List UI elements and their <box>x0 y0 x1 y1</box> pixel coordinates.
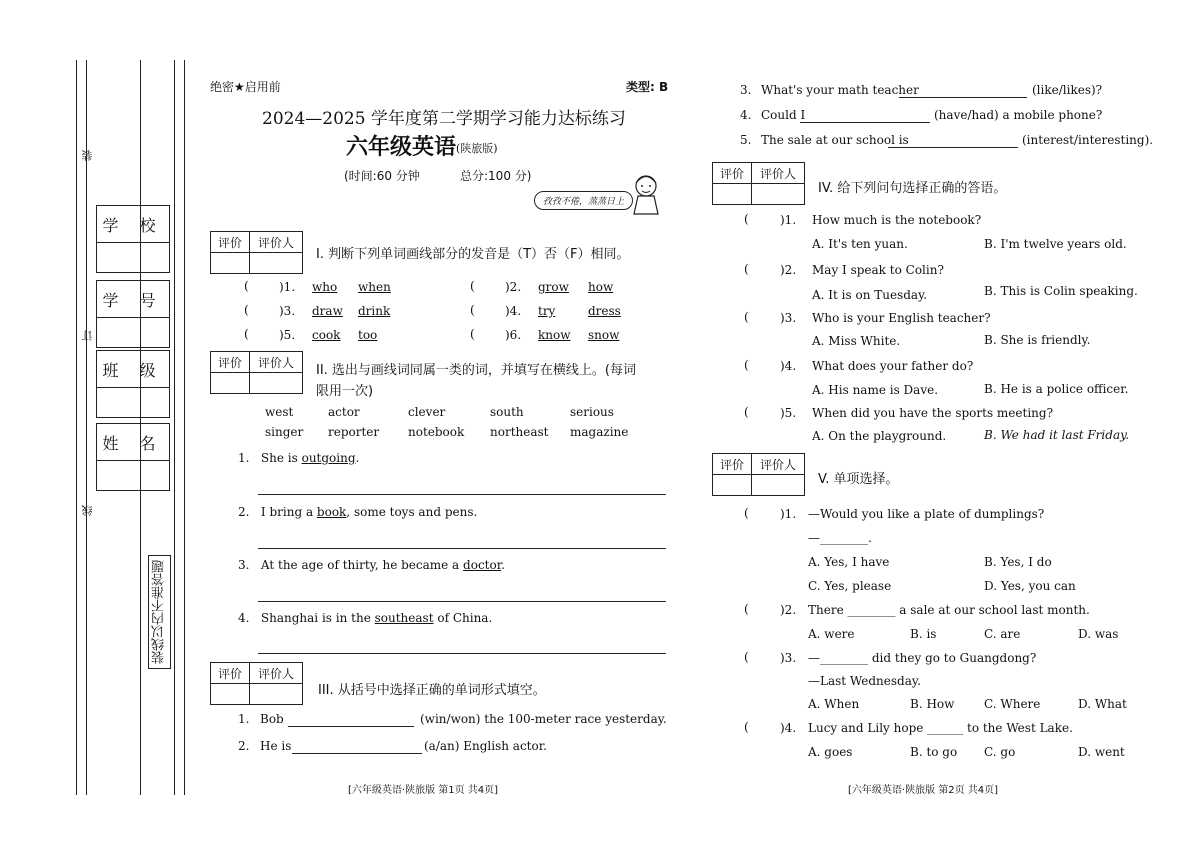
answer-paren[interactable]: ( <box>470 303 475 317</box>
footer-left: [六年级英语·陕旅版 第1页 共4页] <box>348 785 499 796</box>
sentence-text: , some toys and pens. <box>346 505 478 519</box>
question-text: May I speak to Colin? <box>812 263 944 277</box>
sentence-text: At the age of thirty, he became a <box>260 558 464 572</box>
question-text: Who is your English teacher? <box>812 311 991 325</box>
score-table-2 <box>210 351 303 394</box>
underlined-word: outgoing <box>301 451 356 465</box>
name-field-blank[interactable] <box>96 460 170 491</box>
answer-line[interactable] <box>258 601 666 602</box>
option-a: A. It is on Tuesday. <box>812 288 928 302</box>
word-bank-item: notebook <box>408 425 465 439</box>
option-c: C. Where <box>984 697 1041 711</box>
answer-paren[interactable]: ( <box>744 602 749 616</box>
question-number: )4. <box>780 359 797 373</box>
question-text: (have/had) a mobile phone? <box>934 108 1103 122</box>
question-text: There ________ a sale at our school last month. <box>808 603 1090 617</box>
question-number: )1. <box>780 213 797 227</box>
question-number: 1. <box>238 712 250 726</box>
school-field-blank[interactable] <box>96 242 170 273</box>
section-2-title-cont: 限用一次) <box>316 384 374 399</box>
section-3-title: III. 从括号中选择正确的单词形式填空。 <box>318 683 546 698</box>
score-cell[interactable] <box>713 475 752 496</box>
sentence <box>238 451 359 465</box>
score-col-label: 评价 <box>211 232 250 253</box>
time-label: (时间:60 分钟 <box>344 169 420 183</box>
question-number: )4. <box>780 721 797 735</box>
question-text: He is <box>260 739 292 753</box>
answer-blank[interactable] <box>899 97 1027 98</box>
option-b: B. How <box>910 697 955 711</box>
question-text: (interest/interesting). <box>1022 133 1154 147</box>
score-col-label: 评价 <box>211 352 250 373</box>
answer-paren[interactable]: ( <box>744 650 749 664</box>
footer-right: [六年级英语·陕旅版 第2页 共4页] <box>848 785 999 796</box>
option-d: D. went <box>1078 745 1125 759</box>
edition-label: (陕旅版) <box>456 142 498 155</box>
word: draw <box>312 304 343 318</box>
school-field-label: 学 校 <box>96 205 170 243</box>
question-number: )3. <box>279 304 296 318</box>
question-text: What does your father do? <box>812 359 974 373</box>
class-field-blank[interactable] <box>96 387 170 418</box>
option-c: C. Yes, please <box>808 579 892 593</box>
section-4-title: IV. 给下列问句选择正确的答语。 <box>818 181 1007 196</box>
underlined-word: doctor <box>463 558 502 572</box>
binding-mark: 订 <box>81 330 94 341</box>
question-text: —________. <box>808 531 872 545</box>
sentence-text: Shanghai is in the <box>260 611 375 625</box>
word: dress <box>588 304 621 318</box>
cartoon-girl-icon <box>628 170 668 218</box>
option-b: B. He is a police officer. <box>984 382 1129 396</box>
underlined-word: book <box>316 505 347 519</box>
score-cell[interactable] <box>211 684 250 705</box>
strip-line <box>174 60 175 795</box>
strip-line <box>76 60 77 795</box>
word-bank-item: northeast <box>490 425 549 439</box>
word-bank-item: singer <box>265 425 304 439</box>
question-text: (win/won) the 100-meter race yesterday. <box>420 712 667 726</box>
answer-blank[interactable] <box>800 122 930 123</box>
grader-cell[interactable] <box>250 684 303 705</box>
grader-col-label: 评价人 <box>752 454 805 475</box>
score-cell[interactable] <box>211 373 250 394</box>
question-number: )1. <box>279 280 296 294</box>
answer-paren[interactable]: ( <box>744 358 749 372</box>
question-number: 2. <box>238 739 250 753</box>
score-cell[interactable] <box>211 253 250 274</box>
option-a: A. Miss White. <box>812 334 901 348</box>
secret-label: 绝密★启用前 <box>210 80 281 94</box>
option-a: A. When <box>808 697 860 711</box>
option-b: B. Yes, I do <box>984 555 1052 569</box>
grader-cell[interactable] <box>752 475 805 496</box>
grader-col-label: 评价人 <box>250 663 303 684</box>
grader-col-label: 评价人 <box>250 352 303 373</box>
sentence <box>238 505 477 519</box>
question-number: 1. <box>238 451 250 465</box>
question-number: )6. <box>505 328 522 342</box>
word-bank-item: reporter <box>328 425 380 439</box>
score-table-3 <box>210 662 303 705</box>
word-bank-item: actor <box>328 405 360 419</box>
question-number: )2. <box>505 280 522 294</box>
answer-paren[interactable]: ( <box>744 720 749 734</box>
question-text: How much is the notebook? <box>812 213 982 227</box>
score-col-label: 评价 <box>713 454 752 475</box>
option-b: B. is <box>910 627 937 641</box>
grader-col-label: 评价人 <box>250 232 303 253</box>
question-number: 2. <box>238 505 250 519</box>
answer-paren[interactable]: ( <box>744 506 749 520</box>
score-col-label: 评价 <box>713 163 752 184</box>
section-5-title: V. 单项选择。 <box>818 472 899 487</box>
answer-blank[interactable] <box>888 147 1018 148</box>
name-field-label: 姓 名 <box>96 423 170 461</box>
question-text: Could I <box>761 108 806 122</box>
answer-line[interactable] <box>258 548 666 549</box>
grader-cell[interactable] <box>752 184 805 205</box>
word: too <box>358 328 378 342</box>
word: try <box>538 304 556 318</box>
word: grow <box>538 280 569 294</box>
word-bank-item: serious <box>570 405 614 419</box>
answer-blank[interactable] <box>288 726 414 727</box>
binding-mark: 线 <box>81 505 94 516</box>
strip-line <box>86 60 87 795</box>
option-b: B. to go <box>910 745 958 759</box>
option-b: B. She is friendly. <box>984 333 1091 347</box>
question-number: )2. <box>780 603 797 617</box>
question-number: )4. <box>505 304 522 318</box>
option-a: A. His name is Dave. <box>812 383 939 397</box>
question-number: 5. <box>740 133 752 147</box>
question-number: )5. <box>279 328 296 342</box>
word: snow <box>588 328 620 342</box>
question-number: )3. <box>780 651 797 665</box>
option-c: C. go <box>984 745 1016 759</box>
word: cook <box>312 328 341 342</box>
answer-paren[interactable]: ( <box>470 279 475 293</box>
question-text: —Last Wednesday. <box>808 674 921 688</box>
word-bank-item: south <box>490 405 524 419</box>
sentence <box>238 611 492 625</box>
question-text: The sale at our school is <box>761 133 909 147</box>
word: when <box>358 280 391 294</box>
subject-title: 六年级英语 <box>346 135 457 160</box>
option-b: B. This is Colin speaking. <box>984 284 1138 298</box>
word: how <box>588 280 614 294</box>
answer-line[interactable] <box>258 494 666 495</box>
option-a: A. It's ten yuan. <box>812 237 908 251</box>
section-2-title: II. 选出与画线词同属一类的词，并填写在横线上。(每词 <box>316 363 637 378</box>
score-table-1 <box>210 231 303 274</box>
question-number: )3. <box>780 311 797 325</box>
grader-cell[interactable] <box>250 373 303 394</box>
question-number: 4. <box>740 108 752 122</box>
section-1-title: I. 判断下列单词画线部分的发音是（T）否（F）相同。 <box>316 247 630 262</box>
sentence-text: . <box>501 558 505 572</box>
underlined-word: southeast <box>374 611 434 625</box>
question-number: 4. <box>238 611 250 625</box>
answer-paren[interactable]: ( <box>470 327 475 341</box>
sentence-text: . <box>355 451 360 465</box>
answer-paren[interactable]: ( <box>744 405 749 419</box>
question-text: —________ did they go to Guangdong? <box>808 651 1037 665</box>
question-text: —Would you like a plate of dumplings? <box>808 507 1045 521</box>
question-number: 3. <box>238 558 250 572</box>
answer-blank[interactable] <box>292 753 422 754</box>
binding-mark: 装 <box>81 150 94 161</box>
question-text: What's your math teacher <box>761 83 919 97</box>
binding-notice: 装线以内不准答题 <box>148 555 171 669</box>
answer-paren[interactable]: ( <box>744 310 749 324</box>
sentence <box>238 558 505 572</box>
word: drink <box>358 304 391 318</box>
sentence-text: I bring a <box>260 505 317 519</box>
answer-paren[interactable]: ( <box>244 327 249 341</box>
question-text: (a/an) English actor. <box>424 739 547 753</box>
class-field-label: 班 级 <box>96 350 170 388</box>
score-cell[interactable] <box>713 184 752 205</box>
option-a: A. Yes, I have <box>808 555 890 569</box>
question-number: )5. <box>780 406 797 420</box>
motto-badge: 孜孜不倦，蒸蒸日上 <box>534 191 633 210</box>
option-b: B. I'm twelve years old. <box>984 237 1127 251</box>
strip-line <box>184 60 185 795</box>
option-a: A. goes <box>808 745 853 759</box>
question-text: When did you have the sports meeting? <box>812 406 1053 420</box>
question-number: 3. <box>740 83 752 97</box>
answer-line[interactable] <box>258 653 666 654</box>
option-d: D. Yes, you can <box>984 579 1076 593</box>
word: who <box>312 280 338 294</box>
option-c: C. are <box>984 627 1021 641</box>
option-a: A. On the playground. <box>812 429 947 443</box>
answer-paren[interactable]: ( <box>244 303 249 317</box>
word-bank-item: clever <box>408 405 446 419</box>
score-col-label: 评价 <box>211 663 250 684</box>
option-d: D. was <box>1078 627 1119 641</box>
score-table-5 <box>712 453 805 496</box>
question-number: )1. <box>780 507 797 521</box>
grader-cell[interactable] <box>250 253 303 274</box>
student-id-field-blank[interactable] <box>96 317 170 348</box>
option-a: A. were <box>808 627 855 641</box>
word-bank-item: magazine <box>570 425 629 439</box>
answer-paren[interactable]: ( <box>244 279 249 293</box>
question-text: Lucy and Lily hope ______ to the West Lake. <box>808 721 1073 735</box>
paper-type: 类型: B <box>626 80 669 94</box>
question-number: )2. <box>780 263 797 277</box>
score-table-4 <box>712 162 805 205</box>
exam-title: 2024—2025 学年度第二学期学习能力达标练习 <box>262 109 626 129</box>
word: know <box>538 328 571 342</box>
student-id-field-label: 学 号 <box>96 280 170 318</box>
question-text: (like/likes)? <box>1032 83 1103 97</box>
option-b: B. We had it last Friday. <box>984 428 1130 442</box>
answer-paren[interactable]: ( <box>744 262 749 276</box>
sentence-text: of China. <box>433 611 493 625</box>
question-text: Bob <box>260 712 284 726</box>
answer-paren[interactable]: ( <box>744 212 749 226</box>
sentence-text: She is <box>260 451 302 465</box>
score-label: 总分:100 分) <box>460 169 532 183</box>
grader-col-label: 评价人 <box>752 163 805 184</box>
option-d: D. What <box>1078 697 1127 711</box>
word-bank-item: west <box>265 405 294 419</box>
